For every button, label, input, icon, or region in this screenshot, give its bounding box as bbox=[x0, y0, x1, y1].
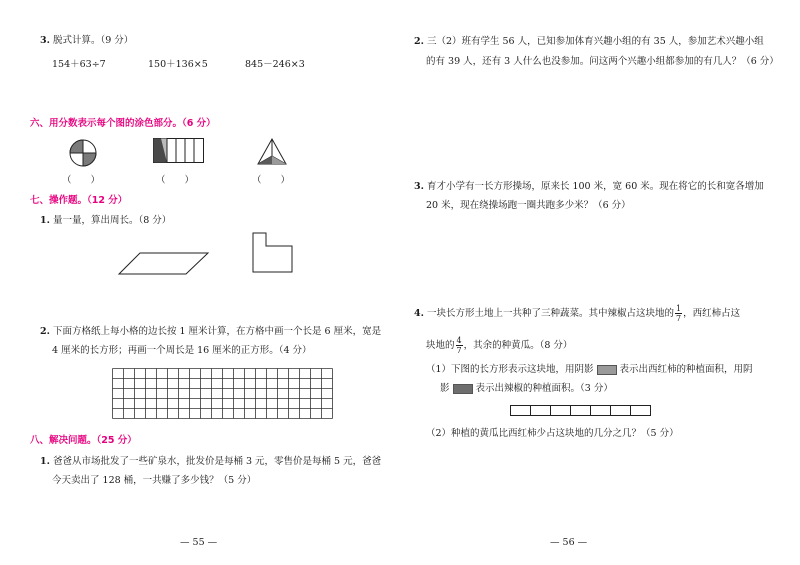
solve-q1-line2: 今天卖出了 128 桶，一共赚了多少钱？（5 分） bbox=[52, 475, 257, 486]
q3-line1: 3. 育才小学有一长方形操场，原来长 100 米，宽 60 米。现在将它的长和宽各增加 bbox=[414, 181, 764, 192]
land-cell[interactable] bbox=[531, 406, 551, 416]
right-page bbox=[400, 0, 800, 565]
parallelogram-figure bbox=[118, 252, 210, 276]
land-cell[interactable] bbox=[511, 406, 531, 416]
blank-3[interactable]: （ ） bbox=[252, 175, 291, 186]
op-q2-line1: 2. 下面方格纸上每小格的边长按 1 厘米计算，在方格中画一个长是 6 厘米，宽是 bbox=[40, 326, 382, 337]
land-cell[interactable] bbox=[591, 406, 611, 416]
fraction-four-sevenths: $\frac{4}{7}$ bbox=[456, 336, 462, 355]
shaded-triangle-figure bbox=[257, 138, 287, 166]
land-cell[interactable] bbox=[571, 406, 591, 416]
op-q1: 1. 量一量，算出周长。（8 分） bbox=[40, 215, 172, 226]
land-cell[interactable] bbox=[631, 406, 651, 416]
l-shape-figure bbox=[252, 232, 294, 274]
fraction-one-seventh: $\frac{1}{7}$ bbox=[675, 304, 682, 323]
q4-sub2: （2）种植的黄瓜比西红柿少占这块地的几分之几？（5 分） bbox=[426, 428, 679, 439]
q4-sub1-line1: （1）下图的长方形表示这块地，用阴影 表示出西红柿的种植面积，用阴 bbox=[426, 364, 753, 375]
land-cell[interactable] bbox=[551, 406, 571, 416]
section-8-title: 八、解决问题。（25 分） bbox=[30, 435, 137, 446]
section-6-title: 六、用分数表示每个图的涂色部分。（6 分） bbox=[30, 118, 216, 129]
expression-2: 150＋136×5 bbox=[148, 59, 208, 70]
land-rectangle[interactable] bbox=[510, 405, 652, 417]
page-number-right: — 56 — bbox=[550, 537, 588, 548]
page-number-left: — 55 — bbox=[180, 537, 218, 548]
solve-q1-line1: 1. 爸爸从市场批发了一些矿泉水，批发价是每桶 3 元，零售价是每桶 5 元，爸爸 bbox=[40, 456, 382, 467]
op-q2-line2: 4 厘米的长方形；再画一个周长是 16 厘米的正方形。（4 分） bbox=[52, 345, 312, 356]
q3-line2: 20 米，现在绕操场跑一圈共跑多少米？（6 分） bbox=[426, 200, 631, 211]
grid-paper[interactable] bbox=[112, 368, 338, 420]
expression-3: 845－246×3 bbox=[245, 59, 305, 70]
q4-sub1-line2: 影 表示出辣椒的种植面积。（3 分） bbox=[440, 383, 613, 394]
shaded-rectangle-figure bbox=[153, 138, 205, 164]
q4-line1: 4. 一块长方形土地上一共种了三种蔬菜。其中辣椒占这块地的 $\frac{1}{7}$ ，西红柿占这 bbox=[414, 304, 741, 323]
blank-2[interactable]: （ ） bbox=[156, 175, 195, 186]
blank-1[interactable]: （ ） bbox=[62, 175, 101, 186]
land-cell[interactable] bbox=[611, 406, 631, 416]
q2-line1: 2. 三（2）班有学生 56 人，已知参加体育兴趣小组的有 35 人，参加艺术兴趣小组 bbox=[414, 36, 764, 47]
q2-line2: 的有 39 人，还有 3 人什么也没参加。问这两个兴趣小组都参加的有几人？（6 分） bbox=[426, 56, 779, 67]
dark-shade-swatch bbox=[453, 384, 473, 394]
q4-line2: 块地的 $\frac{4}{7}$ ，其余的种黄瓜。（8 分） bbox=[426, 336, 573, 355]
light-shade-swatch bbox=[597, 365, 617, 375]
expression-1: 154＋63÷7 bbox=[52, 59, 106, 70]
q3-title: 3. 脱式计算。（9 分） bbox=[40, 35, 134, 46]
section-7-title: 七、操作题。（12 分） bbox=[30, 195, 128, 206]
shaded-circle-figure bbox=[68, 138, 98, 168]
